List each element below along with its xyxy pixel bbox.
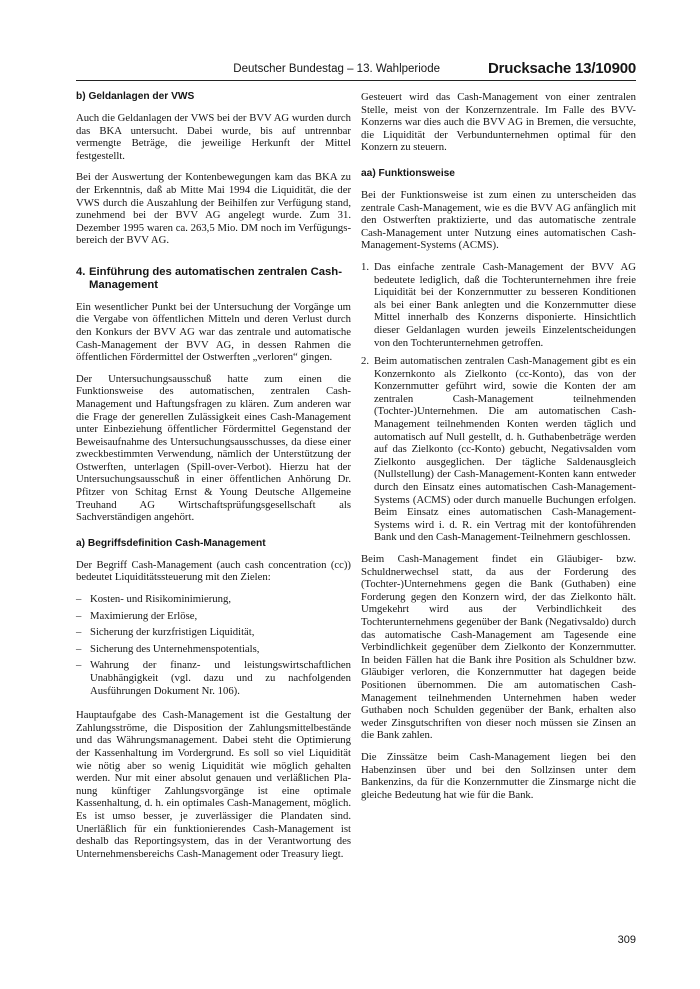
list-item: [76, 659, 351, 697]
paragraph: Bei der Funktionsweise ist zum einen zu unterscheiden das zentrale Cash-Management, wie es die BVV AG anfänglich mit den Ostwerften praktizierte, und das automatische zentrale Cash-Management unter Nutzung eines automatischen Cash-Management-Systems (ACMS).: [361, 188, 636, 252]
dash-marker: –: [76, 593, 82, 606]
list-item: [76, 643, 351, 656]
dash-marker: –: [76, 642, 82, 655]
heading-funktionsweise: aa) Funktionsweise: [361, 167, 455, 179]
list-item-text: Beim automatischen zentralen Cash-Management gibt es ein Konzernkonto als Zielkonto (cc-Konto), das von der Konzernmutter geführt wird, sowie die Konten der am zentralen Cash-Management teilnehmenden (Tochter-)Unternehmen. Die am automatischen Cash-Management teilnehmenden Konten werden täglich und automatisch auf Null gestellt, d. h. Guthabenbeträge werden auf das Zielkonto (cc-Konto) gebucht, Negativsalden vom Zielkonto ausgeglichen. Der tägliche Saldenausgleich (Nullstellung) der Cash-Management-Konten kann entweder durch den Einsatz eines automatischen Cash-Management-Systems (ACMS) oder durch manuelle Buchungen erfolgen. Beim Einsatz eines automatischen Cash-Management-Systems wird i. d. R. ein Vertrag mit der kontoführenden Bank und den Cash-Management-Teilnehmern geschlossen.: [374, 355, 636, 544]
paragraph: Die Zinssätze beim Cash-Management liegen bei den Habenzinsen über und bei den Sollzinsen unter dem Bankenzins, da für die Konzernmutter die Zinsmarge nicht die gleiche Bedeutung hat wie für die Bank.: [361, 750, 636, 801]
list-item-text: Wahrung der finanz- und leistungswirtschaftlichen Unabhängigkeit (vgl. dazu und zu nachfolgenden Ausführungen Dokument Nr. 106).: [90, 659, 351, 697]
paragraph: Der Untersuchungsausschuß hatte zum einen die Funktionsweise des automatischen, zentralen Cash-Management und Haftungsfragen zu klären. Zum anderen war die Frage der generellen Zulässigkeit eines Cash-Management unter Einbeziehung öffentlicher Fördermittel Gegenstand der Beweisaufnahme des Untersuchungsausschusses, da diese einer zweckbestimmten Verwendung, nämlich der Unterstützung der Ostwerften, unterlagen (Spill-over-Verbot). Hierzu hat der Untersuchungsausschuß in einer öffentlichen Anhörung Dr. Pfitzer von Schitag Ernst & Young Deutsche Allgemeine Treuhand AG Wirtschaftsprüfungsgesellschaft als Sachverständigen angehört.: [76, 372, 351, 524]
heading-geldanlagen: b) Geldanlagen der VWS: [76, 91, 195, 102]
list-item-text: Sicherung der kurzfristigen Liquidität,: [90, 626, 255, 639]
list-item-text: Sicherung des Unternehmenspotentials,: [90, 642, 260, 655]
page-header: [76, 62, 636, 81]
dash-marker: –: [76, 626, 82, 639]
paragraph: Hauptaufgabe des Cash-Management ist die Gestaltung der Zahlungsströme, die Disposition der Zahlungsmittelbestände und das Währungsmanagement. Dabei steht die Optimierung der Kassenhaltung im Vordergrund. Es soll so viel Liquidität wie nötig aber so wenig Liquidität wie möglich gehalten werden. Nur mit einer absolut genauen und verläßlichen Planung künftiger Zahlungsvorgänge ist eine optimale Kassenhaltung, d. h. ein optimales Cash-Management, möglich. Es ist umso besser, je zuverlässiger die Plandaten sind. Unerläßlich für ein funktionierendes Cash-Management ist deshalb das Reportingsystem, das in der Verantwortung des Unternehmensbereichs Cash-Management oder Treasury liegt.: [76, 709, 351, 860]
section-title: Einführung des automatischen zentralen Cash-Management: [89, 265, 342, 292]
section-number: 4.: [76, 265, 86, 278]
list-item-text: Das einfache zentrale Cash-Management der BVV AG bedeutete lediglich, daß die Tochterunternehmen ihre freie Liquidität bei der Konzernmutter zu besseren Konditionen als bei einer Bank anlegten und die Konzernmutter diese Mittel innerhalb des Konzerns disponierte. Hinsichtlich dieser Geldanlagen wurden jeweils Einzelentscheidungen von den Tochterunternehmen getroffen.: [374, 260, 636, 349]
paragraph: Ein wesentlicher Punkt bei der Untersuchung der Vorgänge um die Vergabe von öffentlichen Mitteln und deren Verlust durch den Konkurs der BVV AG war das zentrale und automatische Cash-Management der BVV AG, in dessen Rahmen die öffentlichen Fördermittel der Ostwerften „verloren“ gingen.: [76, 300, 351, 364]
paragraph: Gesteuert wird das Cash-Management von einer zentralen Stelle, meist von der Konzernzentrale. Im Falle des BVV-Konzerns war dies auch die BVV AG in Bremen, die versuchte, die Liquidität der Verbundunternehmen optimal für den Konzern zu steuern.: [361, 91, 636, 154]
list-item-text: Kosten- und Risikominimierung,: [90, 593, 232, 606]
section-heading-4: [76, 266, 351, 293]
header-subtitle: Deutscher Bundestag – 13. Wahlperiode: [233, 63, 440, 75]
left-column: [76, 91, 351, 869]
list-number: 2.: [361, 355, 370, 368]
goals-list: [76, 593, 351, 697]
list-item: [76, 593, 351, 606]
page-number: 309: [617, 934, 636, 946]
list-number: 1.: [361, 260, 370, 273]
dash-marker: –: [76, 609, 82, 622]
dash-marker: –: [76, 659, 82, 672]
right-column: [361, 91, 636, 810]
list-item: [76, 610, 351, 623]
list-item: [76, 626, 351, 639]
heading-begriffsdefinition: a) Begriffsdefinition Cash-Management: [76, 537, 266, 549]
list-item: [361, 261, 636, 349]
paragraph: Beim Cash-Management findet ein Gläubiger- bzw. Schuldnerwechsel statt, da aus der Forderung des (Tochter-)Unternehmens gegen die Bank (Guthaben) eine Forderung gegen den Konzern wird, der das Zielkonto hält. Umgekehrt wird aus der Verbindlichkeit des Tochterunternehmens gegenüber der Bank (Negativsaldo) durch das automatische Cash-Management am Tagesende eine Verbindlichkeit gegenüber dem Zielkonto der Konzernmutter. In beiden Fällen hat die Bank ihre Position als Schuldner bzw. Gläubiger verloren, die Konzernmutter hat dagegen beide Positionen übernommen. Die am automatischen Cash-Management teilnehmenden Unternehmen haben weder Guthaben noch Schulden gegenüber der Bank, erhalten also weder Zinsgutschriften von dieser noch müssen sie Zinsen an die Bank zahlen.: [361, 553, 636, 742]
list-item-text: Maximierung der Erlöse,: [90, 609, 198, 622]
paragraph: Der Begriff Cash-Management (auch cash concentration (cc)) bedeutet Liquiditätssteuerung mit den Zielen:: [76, 558, 351, 584]
document-number: Drucksache 13/10900: [488, 60, 636, 77]
paragraph: Bei der Auswertung der Kontenbewegungen kam das BKA zu der Erkenntnis, daß ab Mitte Mai 1994 die Liquidität, die der VWS durch die Auszahlung der Beihilfen zur Verfügung stand, zunehmend bei der BVV AG angelegt wurde. Zum 31. Dezember 1995 waren ca. 263,5 Mio. DM noch im Verfügungsbereich der BVV AG.: [76, 171, 351, 247]
list-item: [361, 355, 636, 544]
numbered-list: [361, 261, 636, 544]
paragraph: Auch die Geldanlagen der VWS bei der BVV AG wurden durch das BKA untersucht. Dabei wurde, bis auf untrennbar vermengte Beträge, die jeweilige Herkunft der Mittel festgestellt.: [76, 112, 351, 162]
